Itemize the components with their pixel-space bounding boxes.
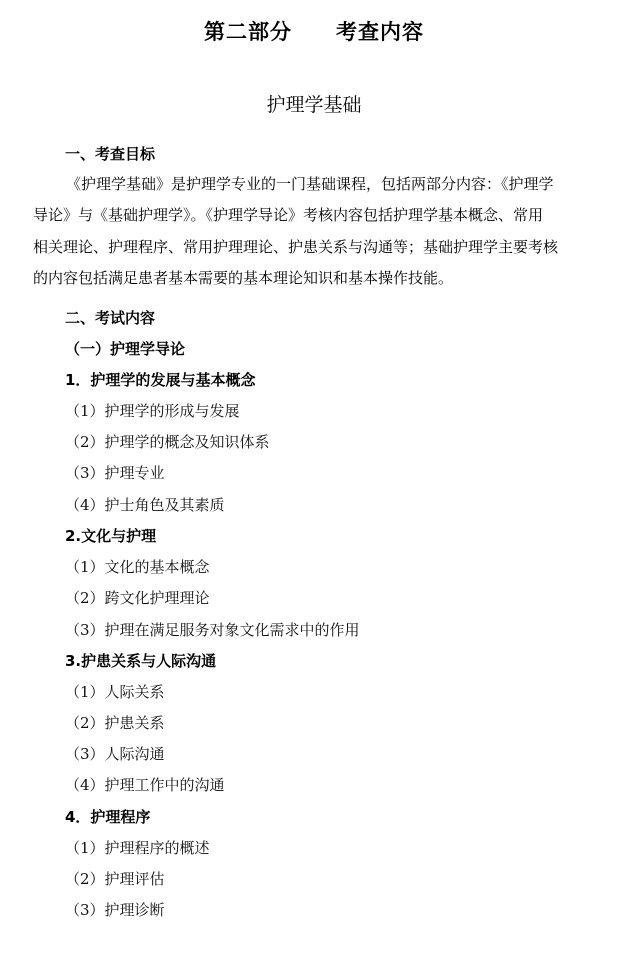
group-title: 3.护患关系与人际沟通 xyxy=(65,652,217,670)
objectives-paragraph xyxy=(33,169,593,294)
paragraph-line: 导论》与《基础护理学》。《护理学导论》考核内容包括护理学基本概念、常用 xyxy=(33,206,544,225)
section-heading-objectives: 一、考查目标 xyxy=(65,145,156,163)
page-title xyxy=(0,16,628,46)
list-item: （1）人际关系 xyxy=(65,683,165,701)
list-item: （2）护理评估 xyxy=(65,870,165,888)
title-part: 第二部分 xyxy=(204,20,292,44)
paragraph-line: 的内容包括满足患者基本需要的基本理论知识和基本操作技能。 xyxy=(33,268,454,287)
list-item: （4）护士角色及其素质 xyxy=(65,496,225,514)
section-heading-content: 二、考试内容 xyxy=(65,309,156,327)
list-item: （3）护理专业 xyxy=(65,464,165,482)
list-item: （2）护理学的概念及知识体系 xyxy=(65,433,270,451)
list-item: （3）人际沟通 xyxy=(65,745,165,763)
list-item: （4）护理工作中的沟通 xyxy=(65,776,225,794)
group-title: 2.文化与护理 xyxy=(65,527,157,545)
list-item: （3）护理在满足服务对象文化需求中的作用 xyxy=(65,621,360,639)
list-item: （2）护患关系 xyxy=(65,714,165,732)
subsection-heading: （一）护理学导论 xyxy=(65,340,186,358)
group-title: 4．护理程序 xyxy=(65,808,151,826)
list-item: （1）护理学的形成与发展 xyxy=(65,402,240,420)
paragraph-line: 相关理论、护理程序、常用护理理论、护患关系与沟通等；基础护理学主要考核 xyxy=(33,237,559,256)
list-item: （1）护理程序的概述 xyxy=(65,839,210,857)
group-title: 1．护理学的发展与基本概念 xyxy=(65,371,256,389)
list-item: （3）护理诊断 xyxy=(65,901,165,919)
title-topic: 考查内容 xyxy=(336,20,424,44)
list-item: （1）文化的基本概念 xyxy=(65,558,210,576)
paragraph-line: 《护理学基础》是护理学专业的一门基础课程，包括两部分内容：《护理学 xyxy=(66,175,554,193)
course-title: 护理学基础 xyxy=(266,94,362,116)
list-item: （2）跨文化护理理论 xyxy=(65,589,210,607)
